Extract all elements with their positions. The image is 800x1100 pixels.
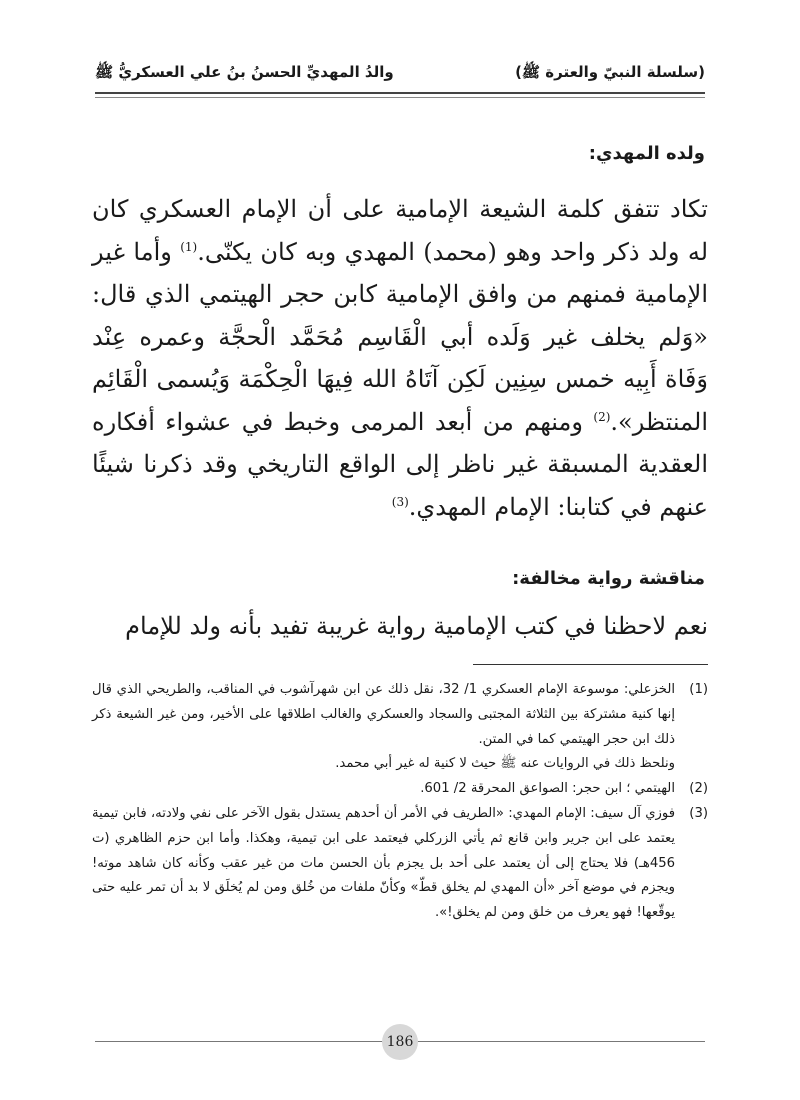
footnote-ref-2[interactable]: (2): [593, 409, 611, 424]
footnote-number: (3): [689, 805, 708, 821]
header-series-title: (سلسلة النبيّ والعترة ﷺ): [515, 63, 705, 81]
page-number-block: [95, 1024, 705, 1060]
footnote-number: (2): [689, 781, 708, 797]
footnote-ref-1[interactable]: (1): [180, 239, 198, 254]
footnote-item: [92, 678, 708, 777]
header-rule: [95, 97, 705, 98]
paragraph-text-2: وأما غير الإمامية فمنهم من وافق الإمامية كابن حجر الهيتمي الذي قال: «وَلم يخلف غير وَلَده أبي الْقَاسِم مُحَمَّد الْحجَّة وعمره عِنْد وَفَاة أَبِيه خمس سِنِين لَكِن آتَاهُ الله فِيهَا الْحِكْمَة وَيُسمى الْقَائِم المنتظر».: [92, 237, 708, 436]
section-heading-mahdi: ولده المهدي:: [588, 143, 705, 164]
footnote-item: [92, 777, 708, 802]
header-chapter-title: والدُ المهديِّ الحسنُ بنُ علي العسكريُّ ﷺ: [95, 63, 394, 81]
body-paragraph-1: [92, 188, 708, 528]
footnote-ref-3[interactable]: (3): [391, 494, 409, 509]
paragraph-text-1: تكاد تتفق كلمة الشيعة الإمامية على أن الإمام العسكري كان له ولد ذكر واحد وهو (محمد) المهدي وبه كان يكنّى.: [92, 195, 708, 266]
page-number-badge: [382, 1024, 418, 1060]
body-paragraph-2: نعم لاحظنا في كتب الإمامية رواية غريبة تفيد بأنه ولد للإمام: [125, 612, 708, 640]
footnote-text: فوزي آل سيف: الإمام المهدي: «الطريف في الأمر أن أحدهم يستدل بقول الآخر على نفي ولادته، فابن تيمية يعتمد على ابن جرير وابن قانع ثم يأتي الزركلي فيعتمد على ابن تيمية، وهكذا. وأما ابن حزم الظاهري (ت 456هـ) فلا يحتاج إلى أن يعتمد على أحد بل يجزم بأن الحسن مات من غير عقب وكأنه كان شاهد موته! ويجزم في موضع آخر «أن المهدي لم يخلق قطّ» وكأنّ ملفات من خُلق ومن لم يُخلَق لا بد أن تمر عليه حتى يوقّعها! فهو يعرف من خلق ومن لم يخلق!».: [92, 805, 675, 921]
page-number: 186: [386, 1034, 414, 1050]
section-heading-discussion: مناقشة رواية مخالفة:: [512, 568, 705, 589]
footnote-text: الهيتمي ؛ ابن حجر: الصواعق المحرقة 2/ 601.: [420, 781, 675, 797]
footnote-body-extra: ونلحظ ذلك في الروايات عنه ﷺ حيث لا كنية له غير أبي محمد.: [335, 756, 675, 772]
paragraph-text-3: ومنهم من أبعد المرمى وخبط في عشواء أفكاره العقدية المسبقة غير ناظر إلى الواقع التاريخي وقد ذكرنا شيئًا عنهم في كتابنا: الإمام المهدي.: [92, 407, 708, 521]
footnote-text: [92, 678, 675, 777]
footnote-body: الخزعلي: موسوعة الإمام العسكري 1/ 32، نقل ذلك عن ابن شهرآشوب في المناقب، والطريحي الذي قال إنها كنية مشتركة بين الثلاثة المجتبى والسجاد والعسكري والغالب اطلاقها على الأخير، ومن غير الشيعة ذكر ذلك ابن حجر الهيتمي كما في المتن.: [92, 682, 675, 747]
footnote-separator: [473, 664, 708, 665]
footnote-number: (1): [689, 682, 708, 697]
footnote-item: [92, 802, 708, 926]
running-header: [95, 56, 705, 94]
footnotes: [92, 678, 708, 926]
